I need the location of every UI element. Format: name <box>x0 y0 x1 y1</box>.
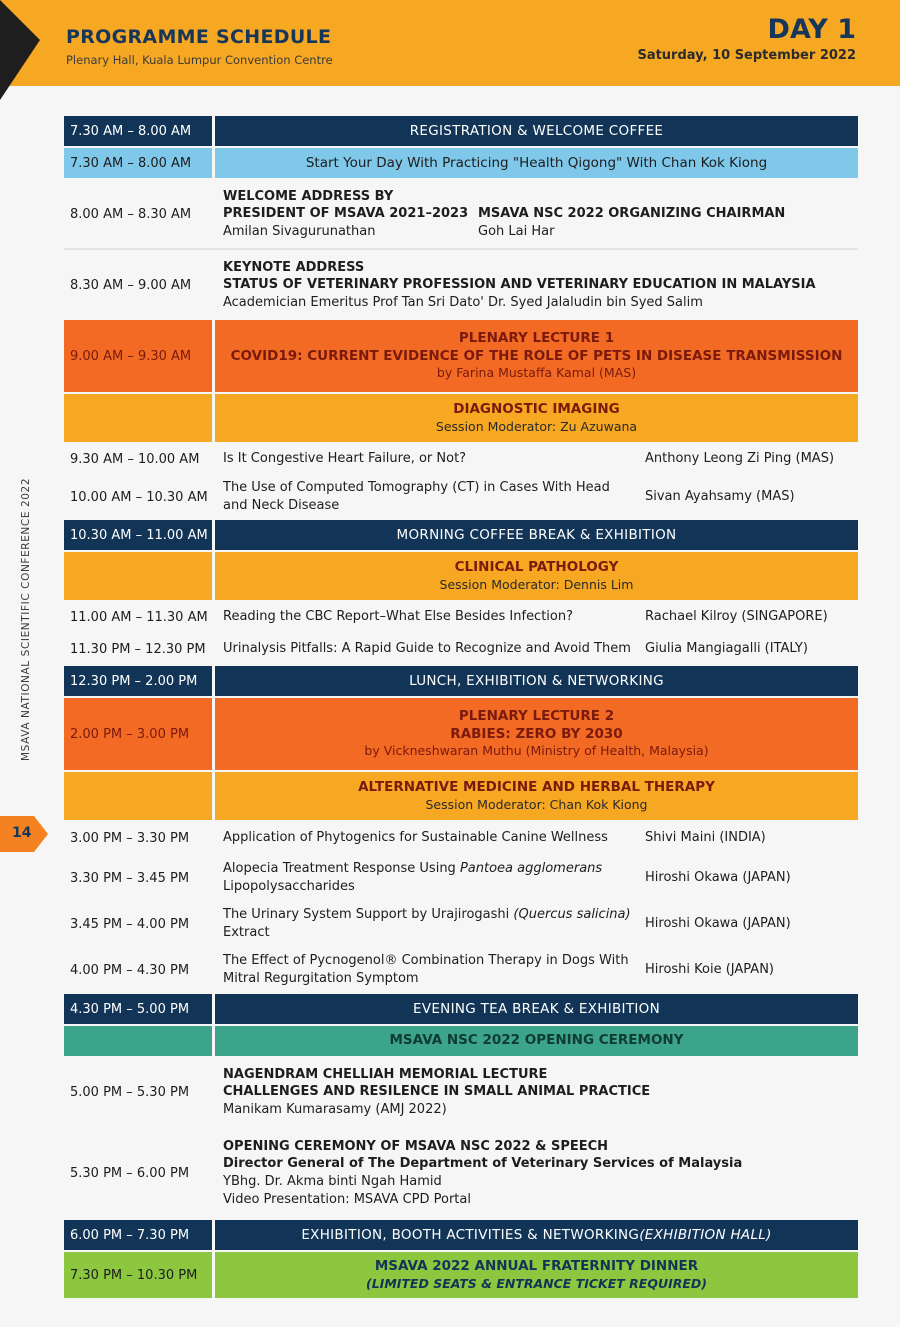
time-cell: 10.30 AM – 11.00 AM <box>64 520 212 550</box>
schedule-row <box>64 444 858 474</box>
talk-speaker: Giulia Mangiagalli (ITALY) <box>645 641 808 657</box>
talk-title: Urinalysis Pitfalls: A Rapid Guide to Recognize and Avoid Them <box>223 641 631 657</box>
schedule-row <box>64 394 858 442</box>
schedule-row <box>64 252 858 318</box>
schedule-row <box>64 520 858 550</box>
schedule-row <box>64 602 858 632</box>
plenary-title: COVID19: CURRENT EVIDENCE OF THE ROLE OF PETS IN DISEASE TRANSMISSION <box>230 347 843 364</box>
date-text: Saturday, 10 September 2022 <box>637 48 856 63</box>
header-notch <box>0 0 40 100</box>
schedule-row <box>64 552 858 600</box>
schedule-row <box>64 148 858 178</box>
schedule-row <box>64 116 858 146</box>
ceremony-note: Video Presentation: MSAVA CPD Portal <box>223 1191 471 1207</box>
session-moderator: Session Moderator: Chan Kok Kiong <box>425 796 648 812</box>
talk-speaker: Rachael Kilroy (SINGAPORE) <box>645 609 828 625</box>
schedule-row <box>64 698 858 770</box>
session-label: Start Your Day With Practicing "Health Qigong" With Chan Kok Kiong <box>215 148 858 178</box>
keynote-title: STATUS OF VETERINARY PROFESSION AND VETERINARY EDUCATION IN MALAYSIA <box>223 277 816 293</box>
schedule-row <box>64 634 858 664</box>
page-number: 14 <box>12 825 32 841</box>
talk-title: Alopecia Treatment Response Using Pantoea agglomerans Lipopolysaccharides <box>223 861 603 894</box>
ceremony-heading: OPENING CEREMONY OF MSAVA NSC 2022 & SPEECH <box>223 1138 609 1154</box>
ceremony-speaker: YBhg. Dr. Akma binti Ngah Hamid <box>223 1174 442 1189</box>
schedule-row <box>64 666 858 696</box>
time-cell: 3.00 PM – 3.30 PM <box>64 822 212 854</box>
talk-speaker: Anthony Leong Zi Ping (MAS) <box>645 451 835 467</box>
president-role: PRESIDENT OF MSAVA 2021–2023 <box>223 206 469 222</box>
time-cell: 7.30 AM – 8.00 AM <box>64 148 212 178</box>
session-label: MORNING COFFEE BREAK & EXHIBITION <box>215 520 858 550</box>
session-label: EXHIBITION, BOOTH ACTIVITIES & NETWORKING (EXHIBITION HALL) <box>215 1220 858 1250</box>
keynote-speaker: Academician Emeritus Prof Tan Sri Dato' Dr. Syed Jalaludin bin Syed Salim <box>223 294 703 310</box>
talk-title: Is It Congestive Heart Failure, or Not? <box>223 451 467 467</box>
schedule-row <box>64 1058 858 1126</box>
time-cell: 9.00 AM – 9.30 AM <box>64 320 212 392</box>
talk-title: Reading the CBC Report–What Else Besides Infection? <box>223 609 574 625</box>
time-cell: 11.30 PM – 12.30 PM <box>64 634 212 664</box>
chairman-role: MSAVA NSC 2022 ORGANIZING CHAIRMAN <box>478 206 786 222</box>
chairman-name: Goh Lai Har <box>478 223 555 239</box>
time-cell: 12.30 PM – 2.00 PM <box>64 666 212 696</box>
venue-text: Plenary Hall, Kuala Lumpur Convention Centre <box>66 53 333 67</box>
schedule-row <box>64 948 858 992</box>
session-moderator: Session Moderator: Dennis Lim <box>439 576 634 592</box>
talk-speaker: Hiroshi Koie (JAPAN) <box>645 962 774 978</box>
schedule-row <box>64 320 858 392</box>
schedule-row <box>64 772 858 820</box>
day-label: DAY 1 <box>767 14 856 45</box>
talk-speaker: Sivan Ayahsamy (MAS) <box>645 489 795 505</box>
keynote-heading: KEYNOTE ADDRESS <box>223 259 365 275</box>
welcome-heading: WELCOME ADDRESS BY <box>223 188 394 204</box>
plenary-title: RABIES: ZERO BY 2030 <box>450 725 623 742</box>
plenary-speaker: by Farina Mustaffa Kamal (MAS) <box>436 365 637 381</box>
president-name: Amilan Sivagurunathan <box>223 223 376 239</box>
time-cell: 10.00 AM – 10.30 AM <box>64 476 212 518</box>
memorial-title: CHALLENGES AND RESILENCE IN SMALL ANIMAL PRACTICE <box>223 1084 651 1100</box>
plenary-speaker: by Vickneshwaran Muthu (Ministry of Health, Malaysia) <box>364 743 709 759</box>
time-cell: 4.00 PM – 4.30 PM <box>64 948 212 992</box>
talk-title: The Use of Computed Tomography (CT) in Cases With Head and Neck Disease <box>223 480 610 513</box>
time-cell: 8.00 AM – 8.30 AM <box>64 180 212 248</box>
session-label: LUNCH, EXHIBITION & NETWORKING <box>215 666 858 696</box>
time-cell: 6.00 PM – 7.30 PM <box>64 1220 212 1250</box>
time-cell: 4.30 PM – 5.00 PM <box>64 994 212 1024</box>
session-label: REGISTRATION & WELCOME COFFEE <box>215 116 858 146</box>
schedule-row <box>64 180 858 250</box>
plenary-heading: PLENARY LECTURE 1 <box>458 330 615 347</box>
time-cell: 8.30 AM – 9.00 AM <box>64 252 212 318</box>
memorial-speaker: Manikam Kumarasamy (AMJ 2022) <box>223 1101 447 1117</box>
schedule-table <box>64 116 858 1300</box>
talk-speaker: Shivi Maini (INDIA) <box>645 830 766 846</box>
dinner-note: (LIMITED SEATS & ENTRANCE TICKET REQUIRED) <box>365 1275 707 1291</box>
session-moderator: Session Moderator: Zu Azuwana <box>435 418 638 434</box>
talk-title: Application of Phytogenics for Sustainable Canine Wellness <box>223 830 608 846</box>
conference-side-label: MSAVA NATIONAL SCIENTIFIC CONFERENCE 2022 <box>20 477 32 761</box>
page-title: PROGRAMME SCHEDULE <box>66 26 332 48</box>
schedule-row <box>64 994 858 1024</box>
schedule-row <box>64 856 858 900</box>
time-cell: 5.00 PM – 5.30 PM <box>64 1058 212 1126</box>
time-cell: 5.30 PM – 6.00 PM <box>64 1128 212 1218</box>
time-cell: 7.30 PM – 10.30 PM <box>64 1252 212 1298</box>
session-heading: ALTERNATIVE MEDICINE AND HERBAL THERAPY <box>358 779 715 796</box>
schedule-row <box>64 1128 858 1218</box>
talk-title: The Effect of Pycnogenol® Combination Therapy in Dogs With Mitral Regurgitation Symptom <box>223 953 629 986</box>
schedule-row <box>64 1252 858 1298</box>
time-cell: 11.00 AM – 11.30 AM <box>64 602 212 632</box>
session-heading: CLINICAL PATHOLOGY <box>454 559 619 576</box>
time-cell: 3.30 PM – 3.45 PM <box>64 856 212 900</box>
session-label: EVENING TEA BREAK & EXHIBITION <box>215 994 858 1024</box>
time-cell: 7.30 AM – 8.00 AM <box>64 116 212 146</box>
talk-speaker: Hiroshi Okawa (JAPAN) <box>645 870 791 886</box>
schedule-row <box>64 902 858 946</box>
dinner-heading: MSAVA 2022 ANNUAL FRATERNITY DINNER <box>374 1258 699 1275</box>
opening-ceremony-label: MSAVA NSC 2022 OPENING CEREMONY <box>389 1032 684 1049</box>
session-heading: DIAGNOSTIC IMAGING <box>453 401 620 418</box>
schedule-row <box>64 476 858 518</box>
schedule-row <box>64 1220 858 1250</box>
memorial-heading: NAGENDRAM CHELLIAH MEMORIAL LECTURE <box>223 1066 548 1082</box>
time-cell: 9.30 AM – 10.00 AM <box>64 444 212 474</box>
ceremony-title: Director General of The Department of Veterinary Services of Malaysia <box>223 1156 743 1172</box>
talk-speaker: Hiroshi Okawa (JAPAN) <box>645 916 791 932</box>
schedule-row <box>64 822 858 854</box>
time-cell: 2.00 PM – 3.00 PM <box>64 698 212 770</box>
schedule-row <box>64 1026 858 1056</box>
plenary-heading: PLENARY LECTURE 2 <box>458 708 615 725</box>
time-cell: 3.45 PM – 4.00 PM <box>64 902 212 946</box>
talk-title: The Urinary System Support by Urajirogashi (Quercus salicina) Extract <box>223 907 631 940</box>
